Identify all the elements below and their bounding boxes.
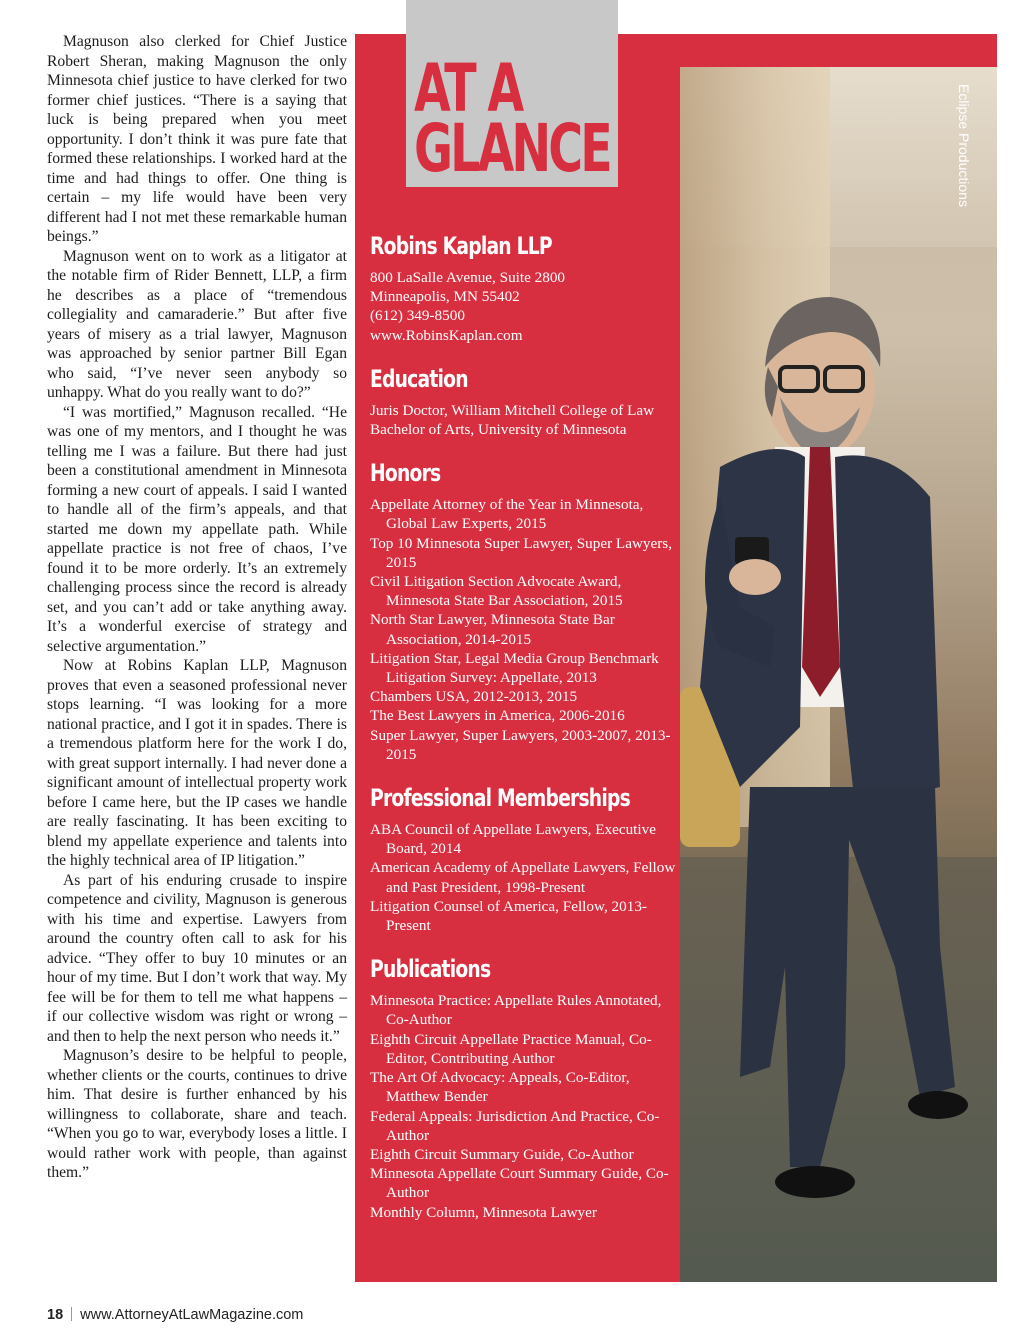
list-item: Minnesota Practice: Appellate Rules Annotated, Co-Author <box>370 992 662 1029</box>
firm-address: 800 LaSalle Avenue, Suite 2800 <box>370 269 566 286</box>
magazine-website: www.AttorneyAtLawMagazine.com <box>80 1307 304 1323</box>
list-item: Federal Appeals: Jurisdiction And Practice, Co-Author <box>370 1107 660 1144</box>
article-paragraph: Magnuson’s desire to be helpful to people, whether clients or the courts, continues to drive him. That desire is further enhanced by his willingness to collaborate, share and teach. “When you go to war, everybody loses a little. I would rather work with people, than against them.” <box>47 1047 347 1181</box>
list-item: American Academy of Appellate Lawyers, Fellow and Past President, 1998-Present <box>370 859 676 896</box>
section-memberships <box>370 782 680 935</box>
section-title: Education <box>370 364 468 393</box>
article-body <box>47 32 347 1183</box>
section-honors <box>370 457 680 764</box>
firm-website: www.RobinsKaplan.com <box>370 326 523 344</box>
section-title: Robins Kaplan LLP <box>370 232 552 260</box>
list-item: Top 10 Minnesota Super Lawyer, Super Lawyers, 2015 <box>370 534 673 571</box>
article-paragraph: Now at Robins Kaplan LLP, Magnuson proves that even a seasoned professional never stops learning. “I was looking for a more national practice, and I got it in spades. There is a tremendous platform here for the work I do, with great support internally. I had never done a significant amount of intellectual property work before I came here, but the IP cases we handle are really fascinating. It has been exciting to blend my appellate experience and talents into the highly technical area of IP litigation.” <box>47 657 347 869</box>
article-paragraph: “I was mortified,” Magnuson recalled. “He was one of my mentors, and I thought he was telling me I was a failure. But there had just been a constitutional amendment in Minnesota forming a new court of appeals. I said I wanted to handle all of the firm’s appeals, and that started me down my appellate path. While appellate practice is not free of chaos, I’ve found it to be more orderly. It’s an extremely challenging process since the record is already set, and you can’t add or take anything away. It’s a wonderful exercise of strategy and selective argumentation.” <box>47 403 347 655</box>
list-item: ABA Council of Appellate Lawyers, Executive Board, 2014 <box>370 821 656 858</box>
page-number: 18 <box>47 1307 64 1323</box>
page-footer <box>47 1307 303 1323</box>
list-item: Juris Doctor, William Mitchell College of Law <box>370 401 655 419</box>
list-item: Civil Litigation Section Advocate Award, Minnesota State Bar Association, 2015 <box>370 573 623 610</box>
firm-phone: (612) 349-8500 <box>370 307 465 325</box>
article-paragraph: Magnuson went on to work as a litigator at the notable firm of Rider Bennett, LLP, a firm he describes as a place of “tremendous collegiality and camaraderie.” But after five years of misery as a trial lawyer, Magnuson was approached by senior partner Bill Egan who said, “I’ve never seen anybody so unhappy. What do you really want to do?” <box>47 247 347 401</box>
list-item: Minnesota Appellate Court Summary Guide, Co-Author <box>370 1165 669 1202</box>
list-item: Chambers USA, 2012-2013, 2015 <box>370 688 578 706</box>
photo-credit <box>956 84 976 234</box>
attorney-photo <box>680 67 997 1282</box>
at-a-glance-details <box>370 230 680 1240</box>
list-item: Monthly Column, Minnesota Lawyer <box>370 1203 597 1221</box>
section-firm <box>370 230 680 345</box>
section-education <box>370 363 680 439</box>
list-item: The Art Of Advocacy: Appeals, Co-Editor, Matthew Bender <box>370 1069 630 1106</box>
section-publications <box>370 953 680 1221</box>
list-item: Bachelor of Arts, University of Minnesota <box>370 421 627 439</box>
heading-line-1: AT A <box>414 50 522 127</box>
list-item: The Best Lawyers in America, 2006-2016 <box>370 707 625 725</box>
list-item: Super Lawyer, Super Lawyers, 2003-2007, 2013-2015 <box>370 726 671 763</box>
heading-line-2: GLANCE <box>414 110 610 187</box>
footer-divider <box>71 1307 72 1321</box>
list-item: Eighth Circuit Summary Guide, Co-Author <box>370 1145 634 1163</box>
article-paragraph: Magnuson also clerked for Chief Justice Robert Sheran, making Magnuson the only Minnesota chief justice to have clerked for two former chief justices. “There is a saying that luck is being prepared when you meet opportunity. I don’t think it was pure fate that formed these relationships. I worked hard at the time and had things to offer. One thing is certain – my life would have been very different had I not met these remarkable human beings.” <box>47 33 347 245</box>
man-figure-illustration <box>680 67 997 1282</box>
firm-city: Minneapolis, MN 55402 <box>370 288 520 306</box>
list-item: Appellate Attorney of the Year in Minnesota, Global Law Experts, 2015 <box>370 496 644 533</box>
photo-credit-text: Eclipse Productions <box>956 84 972 207</box>
list-item: Litigation Counsel of America, Fellow, 2013-Present <box>370 897 647 935</box>
list-item: North Star Lawyer, Minnesota State Bar Association, 2014-2015 <box>370 611 615 648</box>
section-title: Publications <box>370 955 491 984</box>
section-title: Honors <box>370 459 441 488</box>
section-title: Professional Memberships <box>370 784 630 813</box>
article-paragraph: As part of his enduring crusade to inspire competence and civility, Magnuson is generous with his time and expertise. Lawyers from around the country often call to ask for his advice. “They offer to buy 10 minutes or an hour of my time. But I don’t work that way. My fee will be for them to tell me what happens – if our collective wisdom was right or wrong – and then to help the next person who needs it.” <box>47 871 347 1045</box>
at-a-glance-heading <box>406 0 618 187</box>
list-item: Eighth Circuit Appellate Practice Manual, Co-Editor, Contributing Author <box>370 1030 652 1067</box>
list-item: Litigation Star, Legal Media Group Benchmark Litigation Survey: Appellate, 2013 <box>370 649 659 687</box>
